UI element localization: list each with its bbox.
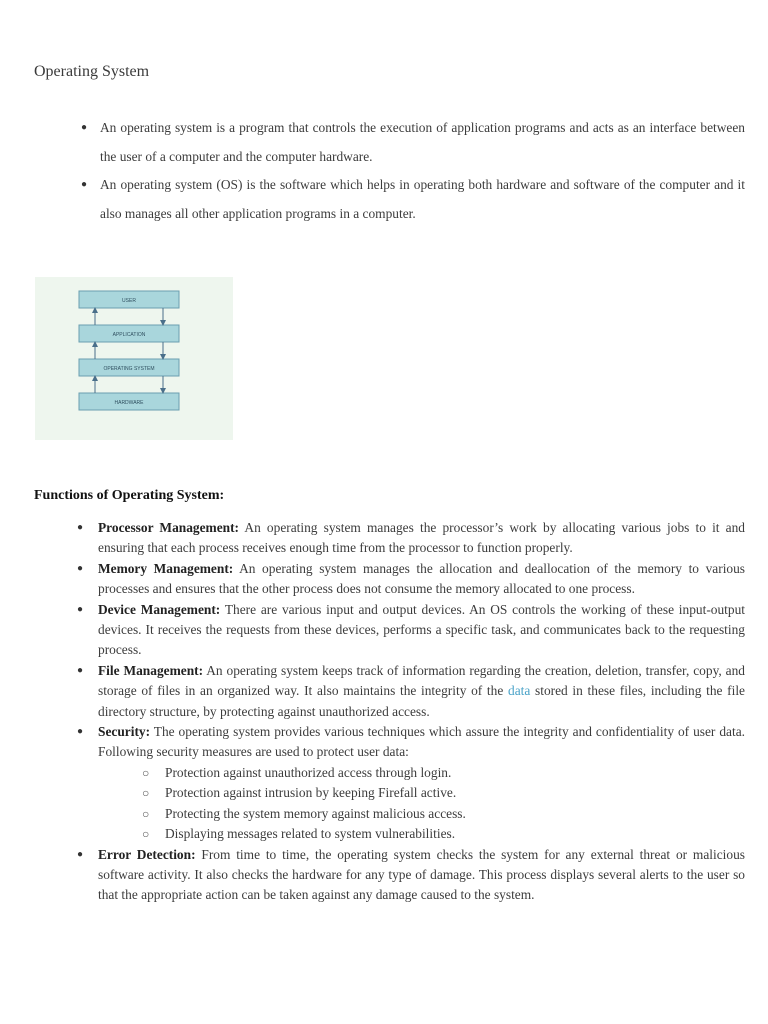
function-text: There are various input and output devices. An OS controls the working of these input-output devices. It receives the requests from these devices, performs a specific task, and communicates back to the requesting process.	[98, 601, 746, 658]
bullet-icon: ●	[77, 603, 84, 615]
os-layer-diagram-svg	[35, 277, 233, 440]
sub-point-text: Protection against unauthorized access through login.	[165, 764, 452, 780]
function-name: Error Detection:	[98, 846, 196, 862]
function-item-file	[77, 661, 745, 722]
functions-heading: Functions of Operating System:	[34, 487, 225, 503]
intro-list	[81, 114, 745, 228]
sub-point-text: Displaying messages related to system vulnerabilities.	[165, 826, 456, 842]
os-layer-diagram	[35, 277, 233, 440]
intro-point-text: An operating system (OS) is the software which helps in operating both hardware and software of the computer and it also manages all other application programs in a computer.	[100, 177, 745, 221]
bullet-icon: ●	[77, 522, 84, 533]
diagram-box-application	[79, 325, 179, 342]
functions-list	[77, 518, 746, 906]
function-item-error-detection	[77, 845, 745, 906]
bullet-icon: ●	[77, 848, 84, 860]
function-text: An operating system manages the allocation and deallocation of the memory to various processes and ensures that the other process does not consume the memory allocated to one process.	[98, 560, 746, 597]
circle-bullet-icon: ○	[142, 786, 150, 801]
function-name: Security:	[98, 724, 151, 740]
list-item	[98, 763, 745, 783]
sub-point-text: Protection against intrusion by keeping Firefall active.	[165, 785, 457, 801]
list-item	[98, 824, 745, 844]
function-item-security	[77, 722, 745, 844]
function-item-memory	[77, 559, 746, 600]
function-item-processor	[77, 518, 745, 559]
function-text: From time to time, the operating system checks the system for any external threat or malicious software activity. It also checks the hardware for any type of damage. This process displays several alerts to the user so that the appropriate action can be taken against any damage caused to the system.	[98, 846, 745, 903]
page-title: Operating System	[34, 62, 150, 80]
function-text: stored in these files, including the file directory structure, by protecting against unauthorized access.	[98, 683, 745, 719]
function-name: Processor Management:	[98, 520, 240, 535]
bullet-icon: ●	[81, 122, 88, 133]
function-name: File Management:	[98, 662, 204, 678]
function-text: The operating system provides various techniques which assure the integrity and confidentiality of user data. Following security measures are used to protect user data:	[98, 724, 745, 760]
bullet-icon: ●	[77, 664, 84, 676]
diagram-label-user: USER	[122, 298, 136, 304]
function-name: Memory Management:	[98, 560, 234, 576]
function-text: An operating system manages the processor’s work by allocating various jobs to it and ensuring that each process receives enough time from the processor to function properly.	[98, 520, 745, 556]
circle-bullet-icon: ○	[142, 806, 150, 821]
function-text: An operating system keeps track of information regarding the creation, deletion, transfer, copy, and storage of files in an organized way. It also maintains the integrity of the	[98, 662, 745, 699]
intro-point-text: An operating system is a program that controls the execution of application programs and acts as an interface between the user of a computer and the computer hardware.	[100, 120, 745, 164]
diagram-label-operating-system: OPERATING SYSTEM	[103, 366, 155, 372]
diagram-label-hardware: HARDWARE	[114, 400, 144, 406]
diagram-box-operating-system	[79, 359, 179, 376]
circle-bullet-icon: ○	[142, 827, 150, 842]
circle-bullet-icon: ○	[142, 765, 150, 780]
bullet-icon: ●	[77, 562, 84, 574]
diagram-box-user	[79, 291, 179, 308]
diagram-label-application: APPLICATION	[112, 332, 146, 338]
list-item	[81, 171, 745, 228]
data-link[interactable]: data	[508, 683, 531, 699]
list-item	[98, 783, 745, 803]
bullet-icon: ●	[81, 179, 88, 190]
security-measures-list	[98, 763, 745, 845]
sub-point-text: Protecting the system memory against malicious access.	[165, 805, 466, 821]
function-item-device	[77, 600, 746, 661]
diagram-box-hardware	[79, 393, 179, 410]
function-name: Device Management:	[98, 601, 221, 617]
list-item	[98, 804, 745, 824]
bullet-icon: ●	[77, 726, 84, 738]
list-item	[81, 114, 745, 171]
